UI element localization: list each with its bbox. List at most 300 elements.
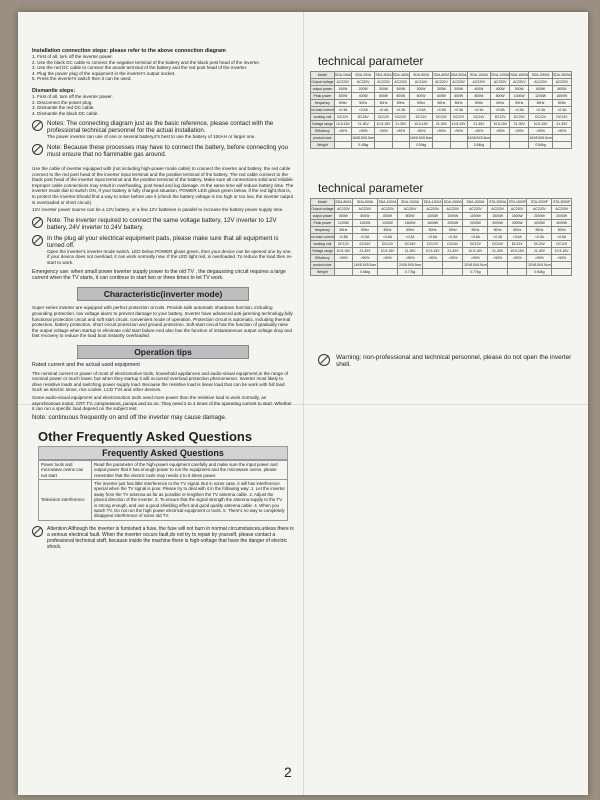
table-cell: 1000W [463, 213, 488, 220]
table-header-cell: SDA-800A [450, 73, 467, 77]
table-cell: 10.5-15V [491, 121, 510, 128]
install-step: 2. Use the black DC cable to connect the negative terminal of the battery and the black post head of the inverter. [32, 59, 261, 65]
table-cell: 21-30V [510, 121, 529, 128]
table-cell: 0.45kg [352, 142, 375, 149]
row-label: product size [311, 135, 335, 142]
table-cell [423, 262, 443, 269]
table-cell: 50Hz [353, 227, 378, 234]
table-cell: <0.3A [409, 107, 432, 114]
table-cell: >90% [527, 255, 552, 262]
table-cell: <0.6A [552, 234, 572, 241]
table-cell [377, 262, 397, 269]
table-cell: 20X8.5X5.5cm [398, 263, 422, 267]
table-cell: 600W [450, 93, 467, 100]
table-row [311, 107, 572, 114]
table-cell: <0.3A [467, 107, 490, 114]
row-label: output power [311, 86, 335, 93]
table-row [311, 114, 572, 121]
table-cell: >90% [491, 128, 510, 135]
table-cell [552, 269, 572, 276]
prohibit-icon [32, 120, 43, 131]
table-cell [510, 135, 529, 142]
note-voltage [32, 217, 294, 231]
faq-question: Power tools and microwave ovens can not start [39, 460, 92, 479]
emergency-paragraph: Emergency use: when small power inverter supply power to the old TV , the degaussing circuit requires a large current when the TV starts, it can continue to start two or three times to let TV work. [32, 269, 286, 282]
table-cell [450, 142, 467, 149]
table-cell: AC220V [392, 79, 409, 86]
table-cell [507, 269, 527, 276]
table-cell: 800W [552, 86, 571, 93]
table-cell [510, 142, 529, 149]
table-cell: AC220V [433, 79, 450, 86]
table-cell: 300W [450, 86, 467, 93]
attention-text: Attention:Although the inverter is furnished a fuse, the fuse will not burn in normal circumstances,unless there is a serious electrical fault. When the inverter occurs fault,do not try to repair by yourself, please contact a professional technical staff, because inside the machine there is high-voltage that have the danger of electric shock. [47, 525, 294, 550]
row-label: frequency [311, 100, 335, 107]
table-cell: 1500W [488, 213, 508, 220]
row-label: working volt [311, 114, 335, 121]
row-label: Weight [311, 269, 335, 276]
table-row [311, 93, 572, 100]
install-heading: Installation connection steps: please refer to the above connection diagram [32, 48, 226, 54]
table-cell: <0.6A [377, 234, 397, 241]
table-cell [392, 135, 409, 142]
table-cell [443, 262, 463, 269]
prohibit-icon [318, 354, 330, 366]
row-label: Weight [311, 142, 335, 149]
table-cell: 2000W [527, 213, 552, 220]
table-cell [488, 262, 508, 269]
table-cell [334, 135, 351, 142]
install-step: 3. Use the red DC cable to connect the anode terminal of the battery and the red post head of the inverter. [32, 65, 248, 71]
table-cell: <0.8A [334, 234, 352, 241]
table-cell: <0.3A [334, 107, 351, 114]
table-cell: 16X8.5X5.5cm [467, 136, 491, 140]
table-cell: >90% [423, 255, 443, 262]
note-connecting [32, 120, 294, 140]
table-cell: 800W [398, 213, 423, 220]
spec-table-2 [310, 198, 572, 276]
table-cell: 50Hz [529, 100, 552, 107]
table-cell: DC24V [352, 114, 375, 121]
table-header-cell: SDA-600A [433, 73, 450, 77]
table-cell: 0.54kg [353, 269, 378, 276]
table-cell: 300W [392, 86, 409, 93]
table-cell [433, 142, 450, 149]
table-header-cell: SDA-800A [335, 200, 352, 204]
table-cell: 1500W [507, 213, 527, 220]
table-cell: DC24V [527, 241, 552, 248]
table-cell: 0.77kg [398, 269, 423, 276]
table-cell: 0.54kg [529, 142, 552, 149]
dismantle-step: 2. Disconnect the power plug. [32, 99, 93, 105]
table-cell: 16X8.5X5.5cm [409, 136, 433, 140]
table-cell: AC220V [529, 79, 552, 86]
row-label: Voltage range [311, 249, 333, 253]
table-cell: 50Hz [510, 100, 529, 107]
table-row [311, 135, 572, 142]
table-cell: AC220V [552, 206, 572, 213]
table-cell: 10.5-15V [409, 121, 432, 128]
table-cell: <0.3A [510, 107, 529, 114]
table-cell: <0.4A [375, 107, 392, 114]
table-cell: >90% [433, 128, 450, 135]
install-step: 4. Plug the power plug of the equipment in the inverter's output socket. [32, 70, 176, 76]
table-cell [507, 262, 527, 269]
dismantle-step: 3. Dismantle the red DC cable. [32, 105, 95, 111]
table-cell: 50Hz [527, 227, 552, 234]
table-cell: 50Hz [352, 100, 375, 107]
table-cell: <0.3A [488, 234, 508, 241]
table-cell: 50Hz [552, 227, 572, 234]
table-cell: 16X8.5X5.5cm [352, 136, 375, 140]
table-row [311, 269, 572, 276]
table-header-cell: SDA-1500A [443, 200, 462, 204]
table-cell: DC24V [467, 114, 490, 121]
table-header-cell: SDA-800A [353, 199, 378, 206]
table-cell: DC12V [463, 241, 488, 248]
table-cell: AC220V [423, 206, 443, 213]
table-cell: DC24V [392, 114, 409, 121]
table-cell [334, 262, 352, 269]
table-cell [488, 269, 508, 276]
table-row [311, 128, 572, 135]
table-cell: 300W [375, 86, 392, 93]
table-row [311, 248, 572, 255]
table-cell [334, 142, 351, 149]
install-steps [32, 54, 294, 82]
operation-text-2: Some audio-visual equipment and electromotion tools need more power than the resistive load to work normally, an asynchronous motor, CRT TV, compressors, pumps and so on. They need 2 to 4 times of the operating current to start. Whether it can run a specific load depend on the subject test. [32, 395, 292, 412]
table-cell: <0.6A [463, 234, 488, 241]
table-cell: DC24V [443, 241, 463, 248]
table-cell [552, 135, 571, 142]
characteristic-text: Super series inverter are equipped with perfect protection circuits. Provide safe automatic shutdown function, including grounding protection, low voltage alarm to prevent damage to your battery. Inverter have advanced anti-jamming technology,fully functional protection circuit and soft start circuit, convenient mode of operation. Protection circuit is automatic, including thermal protection, battery protection, short circuit protection and ground protection. Soft-start circuit has the function of gradually raise the output voltage when startup to eliminate cold start failure.And also has the function of instantaneous output voltage drop and fast recovery to reduce the load boot instantly overloaded. [32, 305, 293, 339]
table-row [311, 86, 572, 93]
dismantle-steps [32, 94, 294, 116]
table-cell [450, 135, 467, 142]
row-label: frequency [311, 227, 335, 234]
table-cell: 600W [409, 93, 432, 100]
table-cell: >90% [353, 255, 378, 262]
table-cell: 21-30V [392, 121, 409, 128]
row-label: Output voltage [311, 207, 334, 211]
table-header-cell: SDA-500A [409, 72, 432, 79]
table-header-cell: SDA-1200A [491, 73, 510, 77]
table-cell: 50Hz [409, 100, 432, 107]
table-cell: 50Hz [398, 227, 423, 234]
table-header-cell: SDA-300A [375, 73, 392, 77]
table-cell: DC12V [450, 114, 467, 121]
table-cell [334, 269, 352, 276]
table-cell: 3000W [507, 220, 527, 227]
table-cell: >90% [488, 255, 508, 262]
table-cell: <0.6A [507, 234, 527, 241]
table-cell: >90% [552, 255, 572, 262]
dismantle-heading: Dismantle steps: [32, 87, 76, 94]
operation-banner: Operation tips [77, 345, 249, 359]
faq-answer: The inverter just has little interference to the TV signal. But in some case, it will has interference special when the TV signal is poor. Please try to deal with it in the following way: 1. Let the inverter away from the TV antenna as far as possible or lengthen the TV antenna cable. 2. Adjust the placed direction of the inverter. 3. To ensure that the signal strength the antenna supply to the TV is strong enough, and use a good shielding effect and good quality antenna cable. 4. When you watch TV, Do not run the high power electrical equipment or tools. 5. There's no way to completely disappear interference of some old TV. [92, 480, 288, 521]
row-label: Efficiency [311, 128, 335, 135]
table-cell: AC220V [491, 79, 510, 86]
note-text: Note: The inverter required to connect the same voltage battery, 12V inverter to 12V battery, 24V inverter to 24V battery. [47, 216, 277, 231]
table-cell: DC24V [398, 241, 423, 248]
row-label: no-load current [311, 108, 334, 112]
table-cell: 1600W [398, 220, 423, 227]
table-cell [491, 135, 510, 142]
table-cell: 21-30V [398, 248, 423, 255]
table-cell: 1600W [423, 220, 443, 227]
table-cell: <0.3A [450, 107, 467, 114]
table-cell: 1000W [423, 213, 443, 220]
table-cell: DC12V [334, 241, 352, 248]
table-cell: AC220V [488, 206, 508, 213]
table-header-cell: SDA-3000A [552, 73, 571, 77]
note-equipment-off [32, 235, 294, 266]
table-cell [423, 269, 443, 276]
table-cell: 50Hz [375, 100, 392, 107]
table-row [39, 480, 288, 521]
table-cell [491, 142, 510, 149]
table-cell: 10.5-15V [552, 248, 572, 255]
table-cell: AC220V [353, 206, 378, 213]
table-cell: AC220V [467, 79, 490, 86]
prohibit-icon [32, 235, 43, 246]
table-cell: 1000W [510, 93, 529, 100]
table-cell: 21-30V [352, 121, 375, 128]
table-cell: 21-30V [467, 121, 490, 128]
table-row [311, 121, 572, 128]
table-cell: DC24V [488, 241, 508, 248]
table-cell: DC12V [375, 114, 392, 121]
table-cell: <0.3A [353, 234, 378, 241]
table-cell: 3000W [488, 220, 508, 227]
table-cell: 800W [467, 93, 490, 100]
table-header-cell: Model [311, 72, 335, 79]
table-cell: >90% [463, 255, 488, 262]
dismantle-step: 1. First of all, turn off the inverter power. [32, 93, 113, 99]
row-label: Efficiency [311, 255, 335, 262]
table-header-cell: SDA-1000A [398, 199, 423, 206]
table-cell: >90% [334, 128, 351, 135]
table-header-cell: SDA-2000A [529, 72, 552, 79]
note-text: Notes: The connecting diagram just as the basic reference, please contact with the professional technical personnel for the actual installation. [47, 120, 274, 135]
table-cell: 10.5-15V [377, 248, 397, 255]
table-cell: 16X8.5X5.5cm [353, 263, 377, 267]
table-cell: 10.5-15V [376, 122, 391, 126]
faq-subtitle: Frequently Asked Questions [38, 446, 288, 460]
table-cell: 50Hz [443, 227, 463, 234]
table-header-row [311, 199, 572, 206]
table-cell: 50Hz [463, 227, 488, 234]
faq-answer: Read the parameter of the high-power equipment carefully and make sure the input power and output power that it has enough power to run the equipment and the microwave ovens. please remember that the electric tools may needs 2 to 6 times power. [92, 460, 288, 479]
table-cell: <0.3A [352, 107, 375, 114]
table-cell: <0.3A [443, 234, 463, 241]
table-header-cell: STA-2000P [527, 199, 552, 206]
table-cell: AC220V [377, 206, 397, 213]
row-label: product size [311, 262, 335, 269]
table-cell: <0.5A [491, 107, 510, 114]
table-row [311, 227, 572, 234]
dismantle-step: 4. Dismantle the black DC cable. [32, 110, 99, 116]
operation-subheading: Rated current and the actual used equipment [32, 362, 140, 369]
table-cell: DC12V [409, 114, 432, 121]
faq-table [38, 460, 288, 521]
note-subtext: Open the inverter's inverter mode switch, LED below POWER glows green, then your device can be opened one by one, if your device does not overload, it can work normally now. If the LED light red, is overloaded. To reduce the load then re-start to work. [47, 248, 293, 265]
table-cell: 2000W [552, 213, 572, 220]
table-cell: 0.54kg [467, 142, 490, 149]
table-cell: <0.3A [527, 234, 552, 241]
table-cell: AC220V [527, 206, 552, 213]
table-cell: 50Hz [450, 100, 467, 107]
table-cell: DC12V [377, 241, 397, 248]
table-cell: 300W [409, 86, 432, 93]
note-subtext: The power inverter can use of one or several battery,it's best to use the battery of 150AH or larger one. [47, 134, 256, 140]
table-cell: >90% [375, 128, 392, 135]
table-header-cell: STA-2000A [489, 200, 507, 204]
table-cell: DC24V [552, 114, 571, 121]
table-cell: 1000W [443, 213, 463, 220]
warning-text: Warning: non-professional and technical personnel, please do not open the inverter shell. [336, 354, 572, 369]
table-cell: AC220V [443, 206, 463, 213]
warning-box [318, 354, 576, 369]
faq-question: Television interference [39, 480, 92, 521]
install-step: 5. Press the inverter's switch then it can be used. [32, 76, 132, 82]
table-cell: 1200W [529, 93, 552, 100]
table-cell: AC220V [552, 79, 571, 86]
table-cell: 400W [352, 93, 375, 100]
table-cell: >90% [443, 255, 463, 262]
table-cell: DC12V [507, 241, 527, 248]
table-cell: 600W [392, 93, 409, 100]
table-cell: AC220V [398, 206, 423, 213]
table-header-cell: SDA-200A [352, 72, 375, 79]
table-cell: 1600W [552, 93, 571, 100]
operation-note: Note: continuous frequently on and off the inverter may cause damage. [32, 413, 227, 421]
table-cell: 600W [334, 213, 352, 220]
right-column [308, 48, 576, 369]
table-cell: 21-30V [527, 248, 552, 255]
table-cell: 50Hz [491, 100, 510, 107]
table-row [311, 262, 572, 269]
table-cell: AC220V [450, 79, 467, 86]
table-cell: <0.6A [423, 234, 443, 241]
table-cell: >90% [377, 255, 397, 262]
table-cell: DC12V [334, 114, 351, 121]
table-cell: >90% [507, 255, 527, 262]
table-cell: 50Hz [552, 100, 571, 107]
table-cell: AC220V [352, 79, 375, 86]
table-cell: 21-30V [443, 248, 463, 255]
table-header-cell: SDA-1500A [510, 73, 529, 77]
table-cell: 50Hz [377, 227, 397, 234]
prohibit-icon [32, 526, 43, 537]
table-cell: 50Hz [433, 100, 450, 107]
table-cell: 0.54kg [409, 142, 432, 149]
table-header-cell: Model [311, 199, 335, 206]
table-cell [433, 135, 450, 142]
table-cell: AC220V [463, 206, 488, 213]
table-row [311, 142, 572, 149]
tech-title-2: technical parameter [318, 181, 424, 195]
table-cell: >90% [334, 255, 352, 262]
table-cell: 21-30V [433, 121, 450, 128]
table-cell: >90% [398, 255, 423, 262]
table-cell: 10.5-15V [529, 121, 552, 128]
table-cell: 50Hz [334, 100, 351, 107]
table-cell: <0.3A [398, 234, 423, 241]
table-cell: <0.5A [433, 107, 450, 114]
table-cell: 0.84kg [527, 269, 552, 276]
table-cell: <0.3A [552, 107, 571, 114]
table-cell: 10.5-15V [334, 248, 352, 255]
table-cell: DC24V [510, 114, 529, 121]
table-cell: 200W [352, 86, 375, 93]
row-label: output power [311, 213, 335, 220]
table-header-cell: SDA-2000A [463, 199, 488, 206]
attention-note [32, 526, 294, 550]
table-cell: >90% [352, 128, 375, 135]
table-cell: <0.3A [529, 107, 552, 114]
table-cell: AC220V [334, 206, 352, 213]
table-cell: 400W [491, 86, 510, 93]
note-text: In the plug all your electrical equipment pads, please make sure that all equipment is turned off. [47, 234, 279, 249]
characteristic-banner: Characteristic(inverter mode) [77, 287, 249, 301]
manual-sheet [18, 12, 588, 795]
prohibit-icon [32, 217, 43, 228]
table-cell [443, 269, 463, 276]
table-header-cell: STA-1500P [508, 200, 526, 204]
table-cell: >90% [409, 128, 432, 135]
table-cell: 20X8.5X5.5cm [464, 263, 487, 267]
table-cell: 800W [353, 213, 378, 220]
table-cell [377, 269, 397, 276]
table-row [311, 213, 572, 220]
table-cell: 600W [529, 86, 552, 93]
table-cell [392, 142, 409, 149]
table-cell: 16X8.5X5.5cm [529, 136, 552, 140]
table-row [311, 220, 572, 227]
table-cell: >90% [392, 128, 409, 135]
spec-table-1 [310, 71, 572, 149]
tech-title-1: technical parameter [318, 54, 424, 68]
battery-paragraph: 12V inverter power source can be a 12V battery, or a few 12V batteries in parallel to increase the battery power supply time. [32, 207, 284, 213]
table-cell: 50Hz [334, 227, 352, 234]
table-row [39, 460, 288, 479]
table-cell: 21-30V [353, 248, 378, 255]
table-cell: DC24V [353, 241, 378, 248]
note-text: Note: Because these processes may have to connect the battery, before connecting you must ensure that no flammable gas around. [47, 143, 288, 158]
table-cell: 4000W [552, 220, 572, 227]
table-cell: 50Hz [507, 227, 527, 234]
table-cell: >90% [467, 128, 490, 135]
table-cell: 1200W [353, 220, 378, 227]
install-step: 1. First of all, turn off the inverter power. [32, 54, 113, 59]
table-cell: AC220V [507, 206, 527, 213]
table-cell: DC24V [433, 114, 450, 121]
cable-paragraph: Use the cable of inverter equipped with (not including high-power mode cable) to connect the inverter and battery, the red cable connect to the red post head of the inverter input terminal and the positive terminal of the battery. The red cable connect to the black post head of the inverter input terminal and the positive terminal of the battery, Make sure all connections solid and reliable. Improper cable connections may result in overheating, post head and lug damage. At the same time will reduce battery time. The inverter mode dial to switch ON, If your battery is fully charged situation, POWER LED glows green below, if the red light,that is, to protect the inverter.Should find a way to solve before use it (check the battery voltage is too high or too low, the inverter output is overloaded or short circuit). [32, 165, 294, 205]
table-cell: >90% [510, 128, 529, 135]
table-cell: 300W [433, 86, 450, 93]
table-cell: 300W [334, 93, 351, 100]
table-cell: DC12V [491, 114, 510, 121]
table-cell: 150W [334, 86, 351, 93]
table-cell: 500W [510, 86, 529, 93]
table-cell: AC220V [334, 79, 351, 86]
table-cell: >90% [450, 128, 467, 135]
row-label: Peak power [311, 93, 335, 100]
table-cell: 10.5-15V [423, 248, 443, 255]
operation-text-1: The nominal current or power of most of electromotive tools, household appliances and audio-visual equipment,in the range of nominal power or much lower, but when they startup it will occurred overload protection phenomenon. Inverter most likely to drive resistive loads and switching power supply load. Because the resistive load is linear load that can be work with full load. Such as electric stove, rice cooker, LCD TVs and other devices. [32, 370, 289, 393]
table-row [311, 79, 572, 86]
